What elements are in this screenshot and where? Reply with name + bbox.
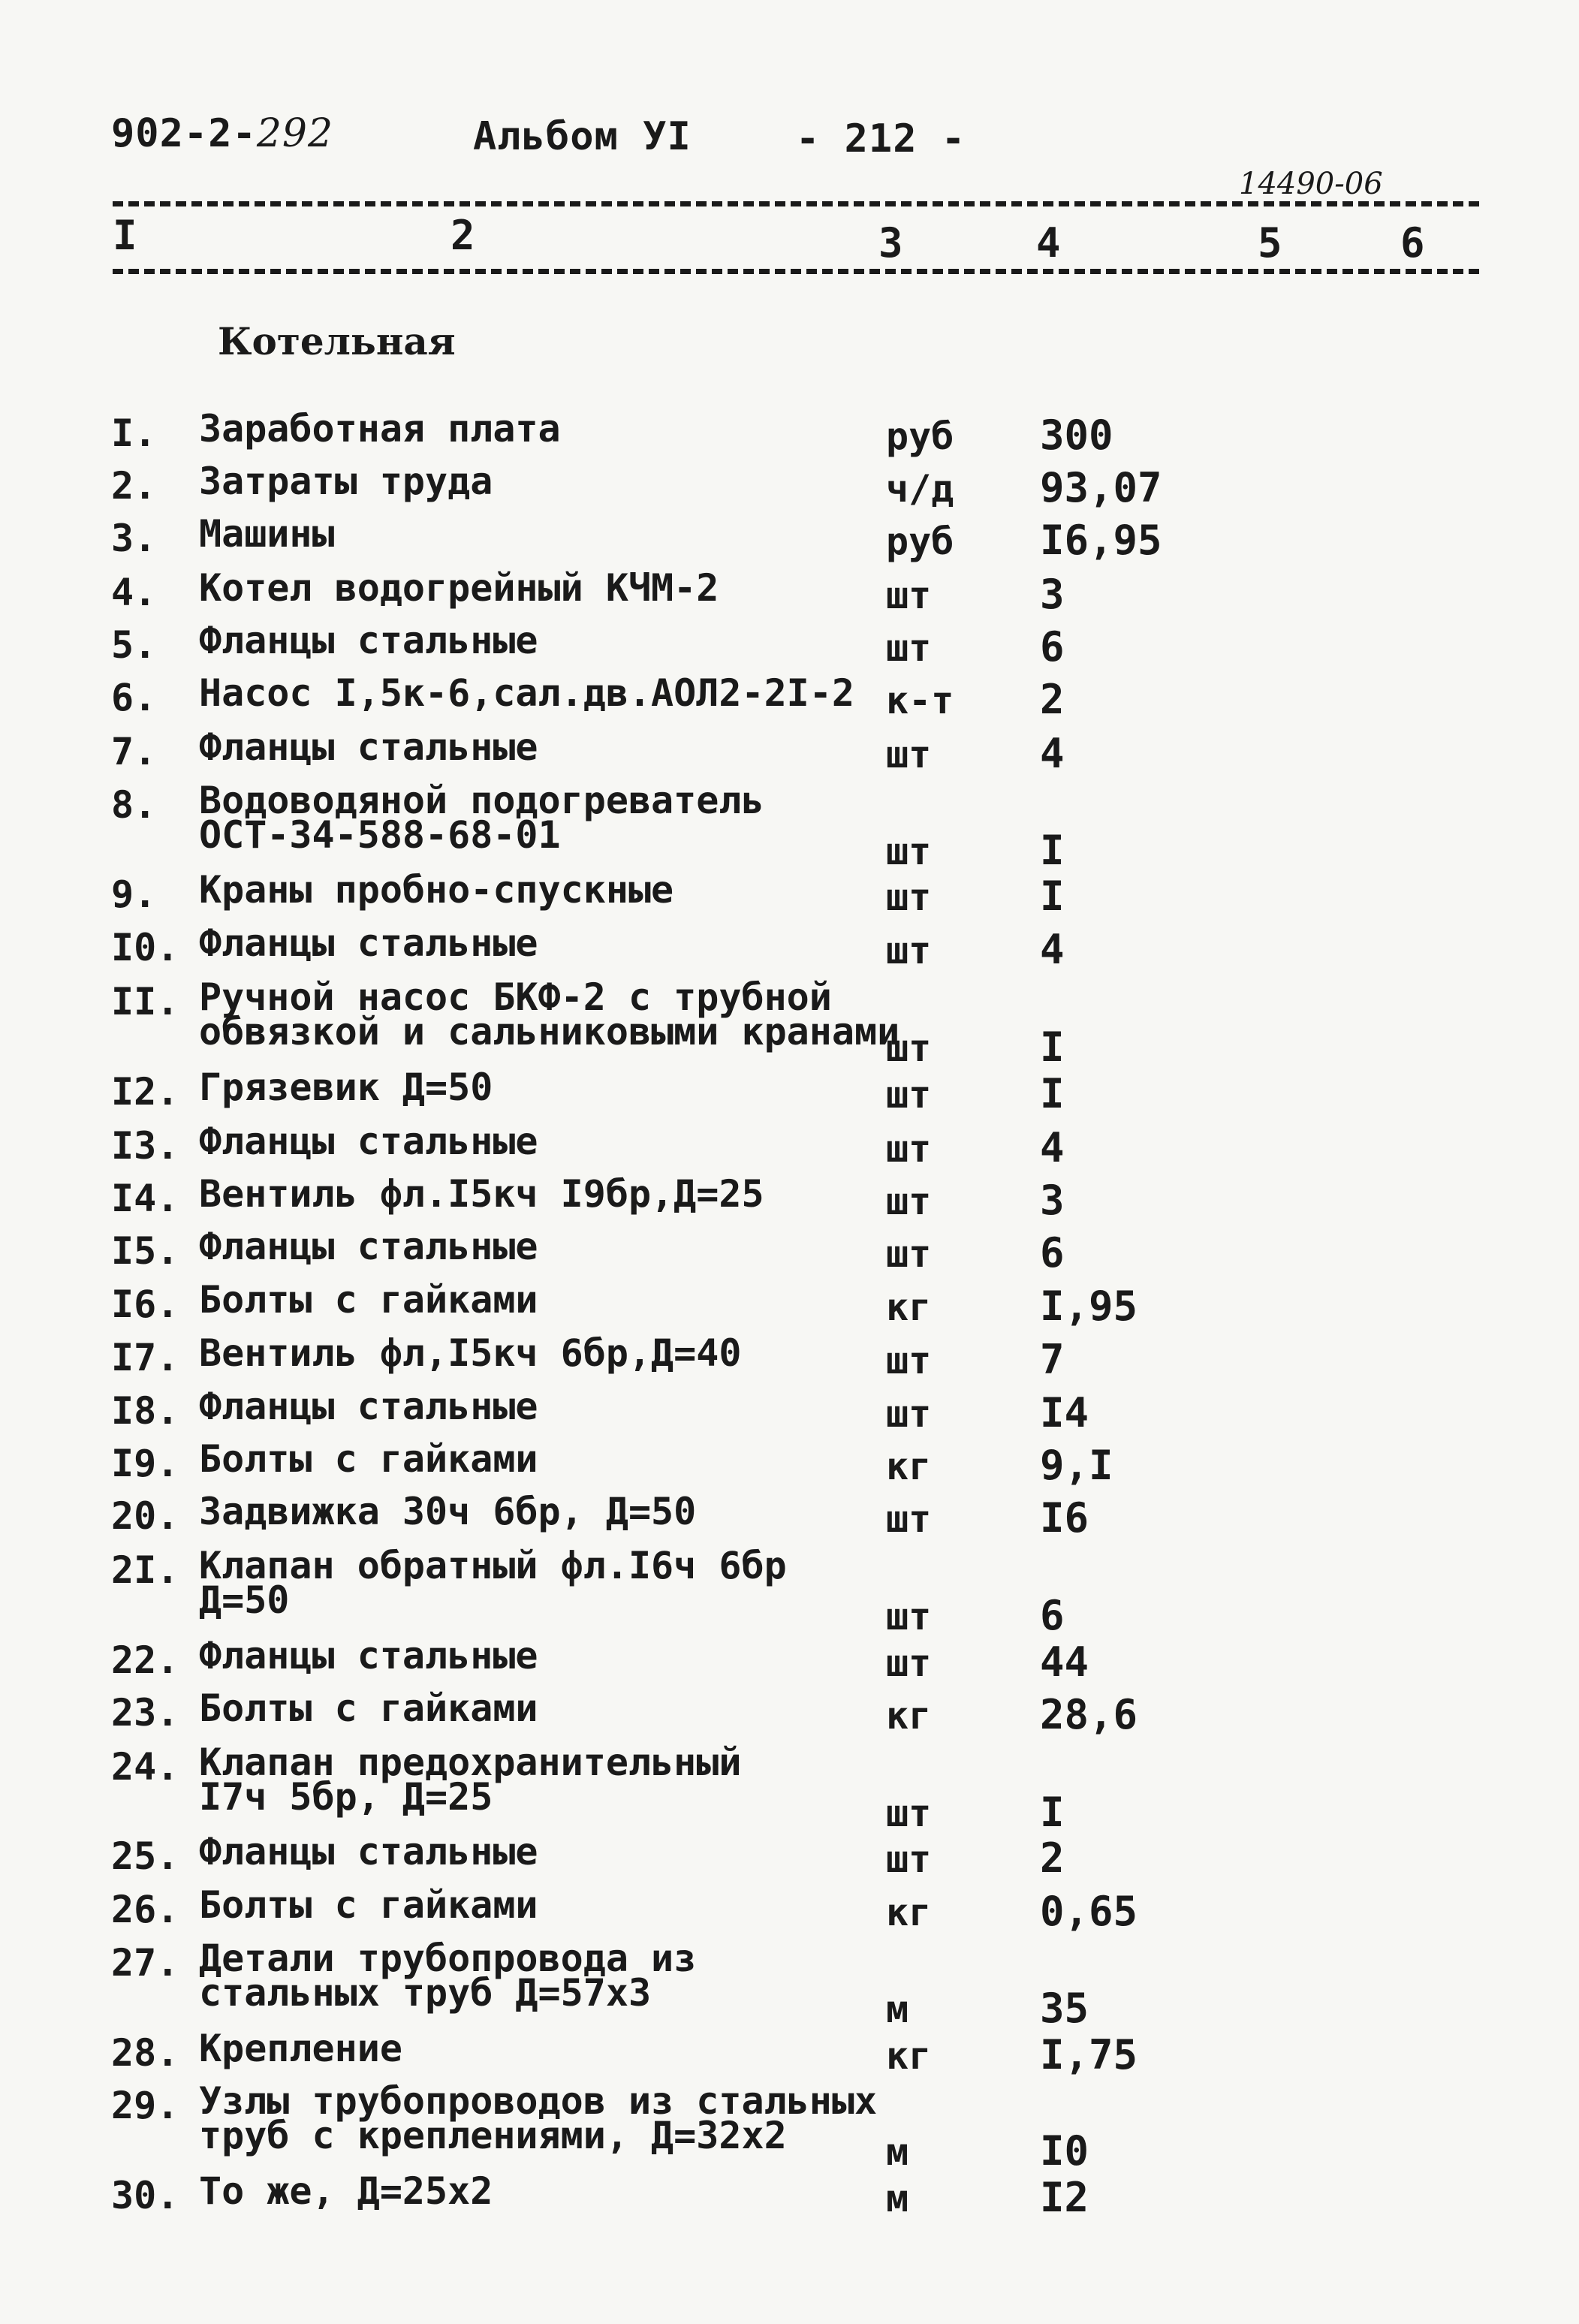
row-unit: кг bbox=[886, 2034, 932, 2078]
row-number: 8. bbox=[111, 783, 157, 827]
row-name-line: стальных труб Д=57х3 bbox=[199, 1971, 652, 2015]
row-name bbox=[199, 921, 538, 965]
column-number-5: 5 bbox=[1258, 219, 1282, 267]
row-name-line: Фланцы стальные bbox=[199, 1120, 538, 1163]
row-quantity: I bbox=[1040, 1789, 1065, 1836]
row-name-line: Клапан предохранительный bbox=[199, 1741, 742, 1784]
row-quantity: I bbox=[1040, 1023, 1065, 1071]
row-unit: шт bbox=[886, 1497, 932, 1541]
row-number: 30. bbox=[111, 2174, 179, 2217]
row-unit: м bbox=[886, 2177, 909, 2220]
row-name bbox=[199, 1830, 538, 1873]
row-unit: шт bbox=[886, 1073, 932, 1117]
row-number: 2. bbox=[111, 464, 157, 508]
row-unit: шт bbox=[886, 1127, 932, 1171]
row-unit: шт bbox=[886, 1339, 932, 1382]
row-name bbox=[199, 725, 538, 769]
row-name bbox=[199, 1544, 787, 1622]
column-number-6: 6 bbox=[1400, 219, 1425, 267]
row-name bbox=[199, 1172, 764, 1216]
row-name-line: То же, Д=25х2 bbox=[199, 2169, 493, 2213]
handwritten-note: 14490-06 bbox=[1239, 167, 1383, 201]
row-quantity: 7 bbox=[1040, 1336, 1065, 1383]
row-unit: шт bbox=[886, 1792, 932, 1835]
document-code-prefix: 902-2- bbox=[111, 111, 257, 156]
row-name-line: Вентиль фл.I5кч I9бр,Д=25 bbox=[199, 1172, 764, 1216]
row-quantity: I,95 bbox=[1040, 1283, 1138, 1330]
row-unit: шт bbox=[886, 876, 932, 919]
row-name-line: Ручной насос БКФ-2 с трубной bbox=[199, 975, 832, 1019]
row-number: 3. bbox=[111, 517, 157, 560]
row-name bbox=[199, 1686, 538, 1730]
row-name bbox=[199, 868, 674, 912]
row-number: I0. bbox=[111, 926, 179, 969]
row-number: I. bbox=[111, 411, 157, 455]
row-quantity: 300 bbox=[1040, 411, 1113, 459]
row-name bbox=[199, 1225, 538, 1268]
row-unit: ч/д bbox=[886, 467, 954, 511]
row-unit: м bbox=[886, 1988, 909, 2031]
row-unit: руб bbox=[886, 520, 954, 563]
row-quantity: I6 bbox=[1040, 1494, 1089, 1542]
row-quantity: 6 bbox=[1040, 1592, 1065, 1639]
row-unit: кг bbox=[886, 1891, 932, 1934]
row-name bbox=[199, 566, 719, 610]
row-name-line: Вентиль фл,I5кч 6бр,Д=40 bbox=[199, 1331, 742, 1375]
row-unit: шт bbox=[886, 1837, 932, 1881]
row-name-line: Клапан обратный фл.I6ч 6бр bbox=[199, 1544, 787, 1587]
row-name-line: I7ч 5бр, Д=25 bbox=[199, 1775, 493, 1819]
row-number: I4. bbox=[111, 1177, 179, 1220]
row-name-line: Фланцы стальные bbox=[199, 619, 538, 662]
column-number-2: 2 bbox=[450, 212, 475, 259]
row-unit: к-т bbox=[886, 679, 954, 722]
row-number: 29. bbox=[111, 2084, 179, 2127]
row-quantity: I2 bbox=[1040, 2174, 1089, 2221]
row-name-line: Болты с гайками bbox=[199, 1883, 538, 1927]
row-quantity: 6 bbox=[1040, 1229, 1065, 1277]
row-number: 6. bbox=[111, 676, 157, 719]
row-name bbox=[199, 1278, 538, 1322]
row-name bbox=[199, 975, 900, 1053]
row-name-line: Фланцы стальные bbox=[199, 1225, 538, 1268]
row-quantity: I bbox=[1040, 1070, 1065, 1117]
row-name bbox=[199, 1331, 742, 1375]
row-number: 23. bbox=[111, 1691, 179, 1735]
row-name bbox=[199, 1437, 538, 1481]
row-name-line: Грязевик Д=50 bbox=[199, 1066, 493, 1109]
row-number: 4. bbox=[111, 571, 157, 614]
row-quantity: I bbox=[1040, 827, 1065, 874]
row-name-line: обвязкой и сальниковыми кранами bbox=[199, 1010, 900, 1053]
row-name-line: ОСТ-34-588-68-01 bbox=[199, 813, 561, 857]
row-quantity: 2 bbox=[1040, 676, 1065, 723]
document-code-suffix: 292 bbox=[256, 111, 334, 156]
row-number: 25. bbox=[111, 1834, 179, 1878]
section-title: Котельная bbox=[218, 319, 456, 363]
row-quantity: 9,I bbox=[1040, 1442, 1113, 1489]
row-name bbox=[199, 779, 764, 857]
row-name-line: Котел водогрейный КЧМ-2 bbox=[199, 566, 719, 610]
document-code bbox=[111, 111, 333, 156]
row-name-line: Машины bbox=[199, 512, 335, 556]
row-quantity: 93,07 bbox=[1040, 464, 1162, 511]
row-name bbox=[199, 1120, 538, 1163]
row-name-line: Детали трубопровода из bbox=[199, 1937, 697, 1980]
row-quantity: I0 bbox=[1040, 2127, 1089, 2175]
row-number: 27. bbox=[111, 1941, 179, 1985]
row-quantity: 0,65 bbox=[1040, 1888, 1138, 1935]
row-number: II. bbox=[111, 980, 179, 1023]
row-quantity: 35 bbox=[1040, 1985, 1089, 2032]
row-unit: шт bbox=[886, 1026, 932, 1070]
row-name-line: труб с креплениями, Д=32х2 bbox=[199, 2114, 787, 2157]
row-name bbox=[199, 2169, 493, 2213]
row-unit: шт bbox=[886, 1595, 932, 1638]
column-number-4: 4 bbox=[1036, 219, 1061, 267]
row-number: 22. bbox=[111, 1638, 179, 1682]
row-number: 20. bbox=[111, 1494, 179, 1538]
row-number: 24. bbox=[111, 1745, 179, 1789]
row-name bbox=[199, 1634, 538, 1677]
column-number-1: I bbox=[113, 212, 137, 259]
row-name bbox=[199, 460, 493, 503]
row-name-line: Затраты труда bbox=[199, 460, 493, 503]
row-name bbox=[199, 1385, 538, 1428]
row-name bbox=[199, 1490, 697, 1533]
row-name-line: Фланцы стальные bbox=[199, 725, 538, 769]
row-unit: шт bbox=[886, 1392, 932, 1436]
row-name bbox=[199, 407, 561, 451]
row-name-line: Задвижка 30ч 6бр, Д=50 bbox=[199, 1490, 697, 1533]
row-number: 2I. bbox=[111, 1548, 179, 1592]
row-name bbox=[199, 619, 538, 662]
row-number: I2. bbox=[111, 1070, 179, 1114]
row-name-line: Д=50 bbox=[199, 1578, 290, 1622]
row-unit: кг bbox=[886, 1694, 932, 1738]
top-rule bbox=[113, 201, 1479, 206]
row-quantity: I6,95 bbox=[1040, 517, 1162, 564]
row-name-line: Краны пробно-спускные bbox=[199, 868, 674, 912]
row-unit: руб bbox=[886, 414, 954, 458]
row-number: 28. bbox=[111, 2031, 179, 2075]
row-name-line: Фланцы стальные bbox=[199, 1634, 538, 1677]
row-name bbox=[199, 2079, 878, 2157]
row-number: 26. bbox=[111, 1888, 179, 1931]
row-number: I6. bbox=[111, 1283, 179, 1326]
row-unit: шт bbox=[886, 1232, 932, 1276]
row-number: I7. bbox=[111, 1336, 179, 1379]
row-unit: шт bbox=[886, 574, 932, 617]
row-quantity: 6 bbox=[1040, 623, 1065, 671]
row-unit: шт bbox=[886, 929, 932, 972]
row-quantity: 4 bbox=[1040, 926, 1065, 973]
row-quantity: 3 bbox=[1040, 571, 1065, 618]
row-unit: шт bbox=[886, 830, 932, 873]
row-quantity: 3 bbox=[1040, 1177, 1065, 1224]
row-unit: шт bbox=[886, 733, 932, 776]
row-name-line: Насос I,5к-6,сал.дв.АОЛ2-2I-2 bbox=[199, 671, 854, 715]
row-name-line: Болты с гайками bbox=[199, 1278, 538, 1322]
row-name-line: Фланцы стальные bbox=[199, 1385, 538, 1428]
row-name-line: Болты с гайками bbox=[199, 1686, 538, 1730]
row-number: 5. bbox=[111, 623, 157, 667]
row-name-line: Болты с гайками bbox=[199, 1437, 538, 1481]
row-unit: шт bbox=[886, 626, 932, 670]
row-name bbox=[199, 1741, 742, 1819]
row-name bbox=[199, 512, 335, 556]
row-unit: кг bbox=[886, 1286, 932, 1329]
row-number: I5. bbox=[111, 1229, 179, 1273]
row-name bbox=[199, 1883, 538, 1927]
row-quantity: I4 bbox=[1040, 1389, 1089, 1436]
row-quantity: I bbox=[1040, 873, 1065, 920]
row-unit: м bbox=[886, 2130, 909, 2174]
row-unit: шт bbox=[886, 1180, 932, 1223]
row-name bbox=[199, 1937, 697, 2015]
album-label: Альбом УI bbox=[473, 114, 692, 159]
row-name-line: Фланцы стальные bbox=[199, 921, 538, 965]
row-name bbox=[199, 2027, 402, 2070]
row-name-line: Фланцы стальные bbox=[199, 1830, 538, 1873]
row-quantity: 2 bbox=[1040, 1834, 1065, 1882]
row-quantity: 28,6 bbox=[1040, 1691, 1138, 1738]
row-quantity: 4 bbox=[1040, 730, 1065, 777]
row-quantity: I,75 bbox=[1040, 2031, 1138, 2078]
row-quantity: 4 bbox=[1040, 1124, 1065, 1171]
row-name-line: Крепление bbox=[199, 2027, 402, 2070]
column-number-3: 3 bbox=[878, 219, 903, 267]
row-unit: кг bbox=[886, 1445, 932, 1488]
row-quantity: 44 bbox=[1040, 1638, 1089, 1686]
row-name bbox=[199, 671, 854, 715]
row-unit: шт bbox=[886, 1641, 932, 1685]
row-name-line: Заработная плата bbox=[199, 407, 561, 451]
row-number: 9. bbox=[111, 873, 157, 916]
row-number: I8. bbox=[111, 1389, 179, 1433]
row-name bbox=[199, 1066, 493, 1109]
row-number: I3. bbox=[111, 1124, 179, 1168]
row-number: 7. bbox=[111, 730, 157, 773]
row-number: I9. bbox=[111, 1442, 179, 1485]
row-name-line: Узлы трубопроводов из стальных bbox=[199, 2079, 878, 2123]
page-number: - 212 - bbox=[796, 116, 966, 161]
row-name-line: Водоводяной подогреватель bbox=[199, 779, 764, 822]
bottom-rule bbox=[113, 269, 1479, 274]
